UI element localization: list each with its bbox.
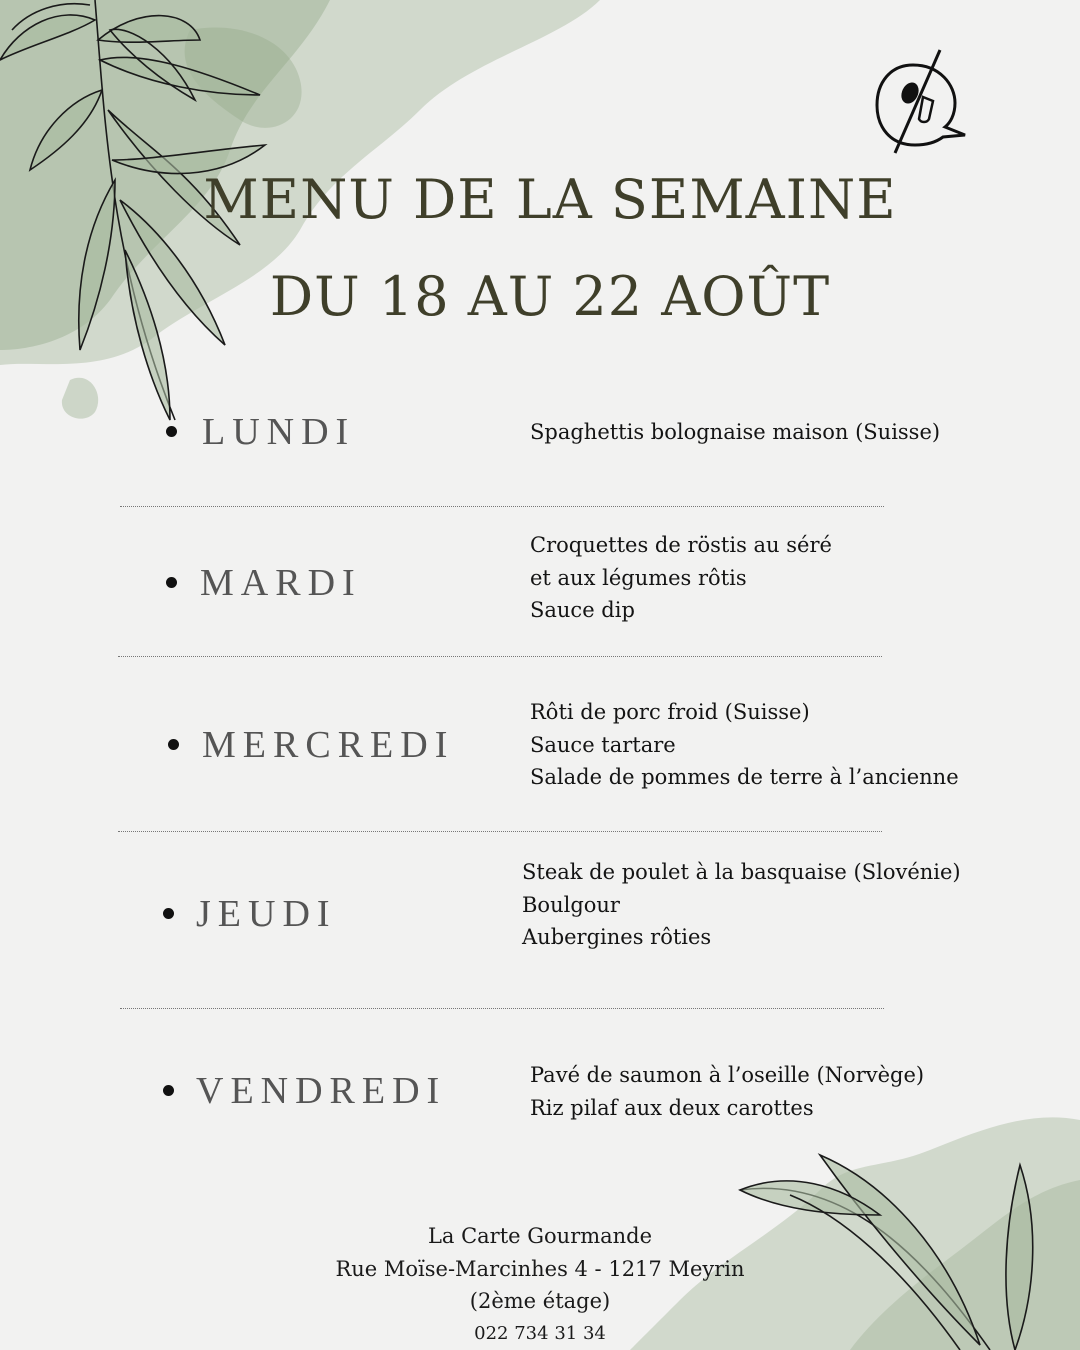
dish-item: Sauce tartare: [530, 732, 676, 757]
dishes-mardi: [530, 529, 832, 627]
restaurant-floor: (2ème étage): [469, 1289, 611, 1313]
separator-line: [118, 656, 882, 657]
page-subtitle-dates: DU 18 AU 22 AOÛT: [269, 265, 831, 328]
contact-footer: [0, 1220, 1080, 1350]
dishes-vendredi: [530, 1059, 924, 1124]
bullet-icon: [163, 1085, 174, 1096]
dish-item: Spaghettis bolognaise maison (Suisse): [530, 420, 941, 444]
bullet-icon: [166, 426, 177, 437]
fork-speech-bubble-icon: [855, 35, 975, 160]
dish-item: Sauce dip: [530, 598, 635, 622]
restaurant-name: La Carte Gourmande: [427, 1224, 653, 1248]
dish-item: Rôti de porc froid (Suisse): [530, 700, 810, 724]
day-label-jeudi: JEUDI: [196, 893, 337, 935]
brand-logo-text: [855, 143, 933, 150]
dish-item: Riz pilaf aux deux carottes: [530, 1095, 814, 1120]
restaurant-address: Rue Moïse-Marcinhes 4 - 1217 Meyrin: [335, 1256, 745, 1281]
separator-line: [118, 831, 882, 832]
day-label-mardi: MARDI: [200, 562, 362, 604]
brand-logo: [855, 35, 975, 160]
dish-item: Pavé de saumon à l’oseille (Norvège): [530, 1063, 925, 1087]
bullet-icon: [163, 908, 174, 919]
bullet-icon: [168, 739, 179, 750]
dish-item: Aubergines rôties: [522, 925, 712, 949]
dish-item: Salade de pommes de terre à l’ancienne: [530, 765, 959, 789]
separator-line: [120, 506, 884, 507]
dishes-mercredi: [530, 696, 959, 794]
day-label-mercredi: MERCREDI: [202, 724, 455, 766]
separator-line: [120, 1008, 884, 1009]
dishes-lundi: [530, 416, 940, 449]
dish-item: Croquettes de röstis au séré: [530, 533, 832, 557]
page-title: MENU DE LA SEMAINE: [203, 168, 897, 231]
day-label-lundi: LUNDI: [202, 411, 356, 453]
dish-item: Steak de poulet à la basquaise (Slovénie): [522, 860, 961, 884]
dishes-jeudi: [522, 856, 961, 954]
dish-item: Boulgour: [522, 892, 620, 917]
day-label-vendredi: VENDREDI: [196, 1070, 447, 1112]
restaurant-phone: 022 734 31 34: [474, 1322, 606, 1344]
dish-item: et aux légumes rôtis: [530, 565, 747, 590]
bullet-icon: [166, 577, 177, 588]
